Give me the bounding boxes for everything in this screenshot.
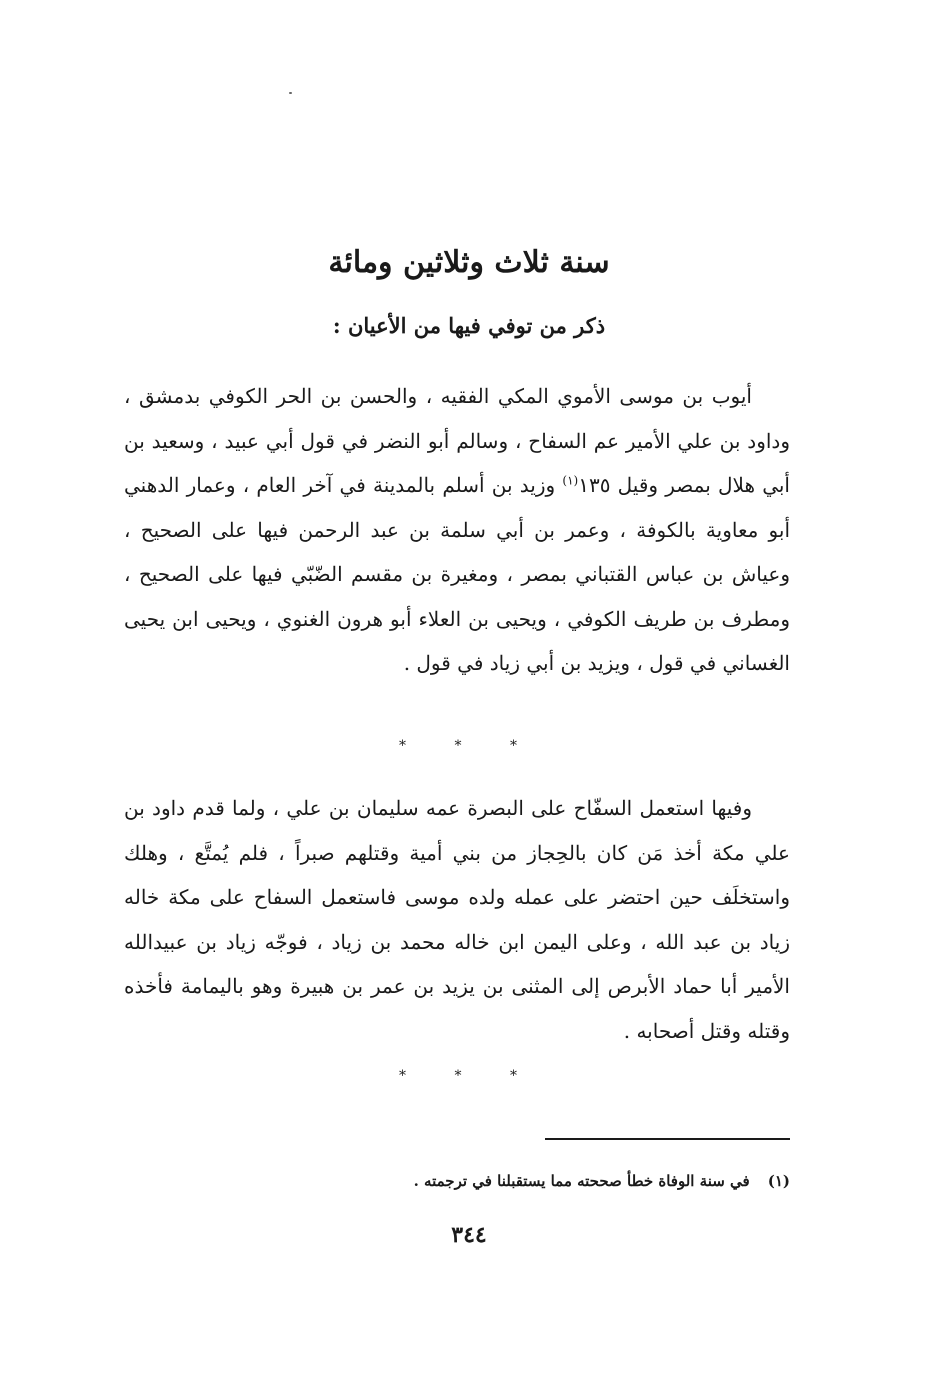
paper-speck xyxy=(289,92,292,94)
paragraph-deaths xyxy=(124,374,790,686)
page-number: ٣٤٤ xyxy=(451,1222,487,1248)
footnote xyxy=(360,1168,790,1194)
footnote-marker: (١) xyxy=(767,1172,790,1190)
section-subheading: ذكر من توفي فيها من الأعيان : xyxy=(332,313,606,338)
section-separator: * * * xyxy=(399,738,539,754)
paragraph-deaths-text-a: أيوب بن موسى الأموي المكي الفقيه ، والحسن بن الحر الكوفي بدمشق ، وداود بن علي الأمير عم السفاح ، وسالم أبو النضر في قول أبي عبيد ، وسعيد بن أبي هلال بمصر وقيل ١٣٥ xyxy=(124,384,790,497)
paragraph-events xyxy=(124,786,790,1053)
footnote-divider xyxy=(545,1138,790,1140)
paragraph-events-text: وفيها استعمل السفّاح على البصرة عمه سليمان بن علي ، ولما قدم داود بن علي مكة أخذ مَن كان بالحِجاز من بني أمية وقتلهم صبراً ، فلم يُمتَّع ، وهلك واستخلَف حين احتضر على عمله ولده موسى فاستعمل السفاح على مكة خاله زياد بن عبد الله ، وعلى اليمن ابن خاله محمد بن زياد ، فوجّه زياد بن عبيدالله الأمير أبا حماد الأبرص إلى المثنى بن يزيد بن عمر بن هبيرة وهو باليمامة فأخذه وقتله وقتل أصحابه . xyxy=(124,796,790,1043)
footnote-text: في سنة الوفاة خطأ صححته مما يستقبلنا في ترجمته . xyxy=(413,1172,750,1190)
section-separator: * * * xyxy=(399,1068,539,1084)
chapter-title: سنة ثلاث وثلاثين ومائة xyxy=(328,245,610,280)
paragraph-deaths-text-b: وزيد بن أسلم بالمدينة في آخر العام ، وعمار الدهني أبو معاوية بالكوفة ، وعمر بن أبي سلمة بن عبد الرحمن فيها على الصحيح ، وعياش بن عباس القتباني بمصر ، ومغيرة بن مقسم الضّبّي فيها على الصحيح ، ومطرف بن طريف الكوفي ، ويحيى بن العلاء أبو هرون الغنوي ، ويحيى ابن يحيى الغساني في قول ، ويزيد بن أبي زياد في قول . xyxy=(124,473,790,675)
footnote-reference: (١) xyxy=(562,473,579,488)
